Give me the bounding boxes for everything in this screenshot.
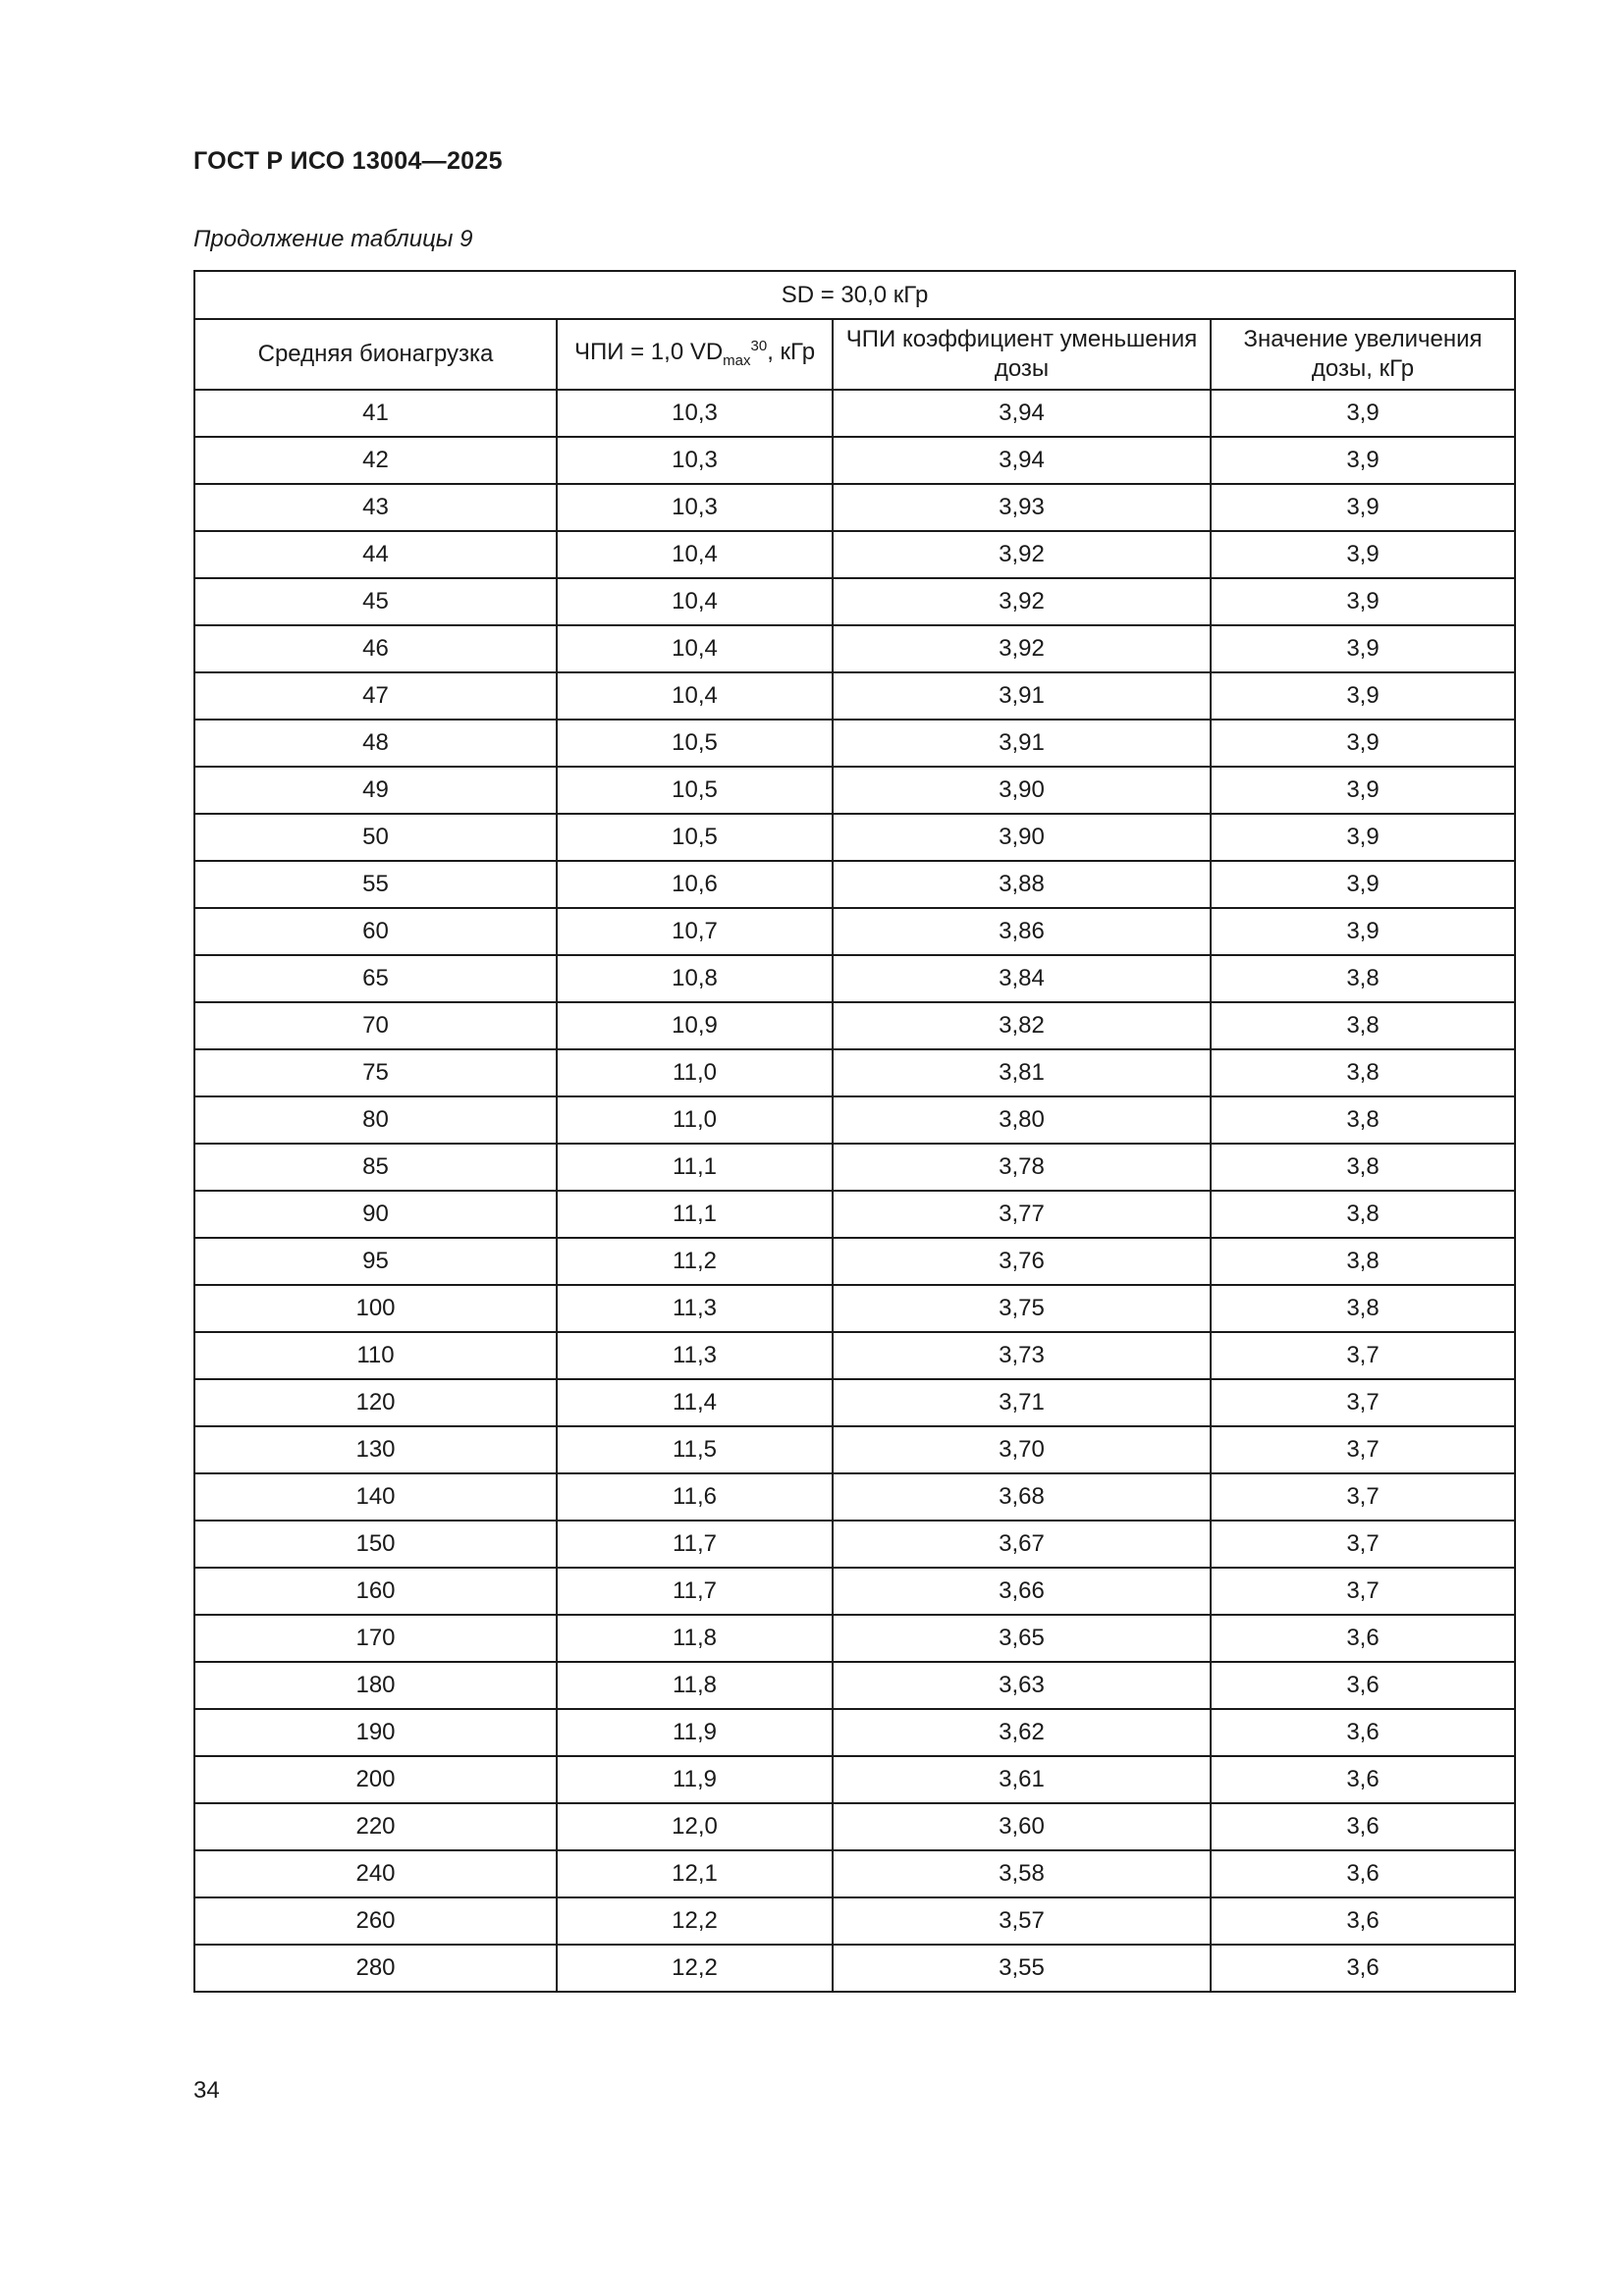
cell-bioburden: 140: [194, 1473, 557, 1521]
cell-bioburden: 130: [194, 1426, 557, 1473]
table-row: [194, 1191, 1515, 1238]
table-row: [194, 861, 1515, 908]
cell-dose-increment: 3,6: [1211, 1709, 1515, 1756]
cell-vdmax-dose: 11,1: [557, 1191, 833, 1238]
cell-vdmax-dose: 10,5: [557, 814, 833, 861]
cell-vdmax-dose: 11,0: [557, 1096, 833, 1144]
cell-reduction-factor: 3,82: [833, 1002, 1211, 1049]
table-row: [194, 1332, 1515, 1379]
table-row: [194, 1238, 1515, 1285]
cell-reduction-factor: 3,76: [833, 1238, 1211, 1285]
cell-bioburden: 280: [194, 1945, 557, 1992]
cell-vdmax-dose: 10,3: [557, 484, 833, 531]
cell-vdmax-dose: 11,8: [557, 1615, 833, 1662]
cell-reduction-factor: 3,91: [833, 672, 1211, 720]
cell-dose-increment: 3,8: [1211, 1285, 1515, 1332]
cell-reduction-factor: 3,86: [833, 908, 1211, 955]
col-header-vdmax-sup: 30: [750, 338, 768, 355]
cell-bioburden: 95: [194, 1238, 557, 1285]
document-header: ГОСТ Р ИСО 13004—2025: [193, 147, 503, 175]
table-row: [194, 955, 1515, 1002]
table-row: [194, 1897, 1515, 1945]
col-header-vdmax: [557, 319, 833, 390]
col-header-vdmax-sub: max: [723, 352, 751, 370]
table-row: [194, 484, 1515, 531]
cell-vdmax-dose: 10,9: [557, 1002, 833, 1049]
col-header-vdmax-prefix: ЧПИ = 1,0 VD: [573, 339, 724, 366]
cell-bioburden: 49: [194, 767, 557, 814]
cell-reduction-factor: 3,80: [833, 1096, 1211, 1144]
table-row: [194, 625, 1515, 672]
sd-header: SD = 30,0 кГр: [194, 271, 1515, 319]
cell-reduction-factor: 3,93: [833, 484, 1211, 531]
table-row: [194, 672, 1515, 720]
cell-vdmax-dose: 11,9: [557, 1709, 833, 1756]
cell-reduction-factor: 3,78: [833, 1144, 1211, 1191]
cell-reduction-factor: 3,57: [833, 1897, 1211, 1945]
cell-bioburden: 220: [194, 1803, 557, 1850]
cell-vdmax-dose: 11,9: [557, 1756, 833, 1803]
cell-dose-increment: 3,9: [1211, 908, 1515, 955]
cell-vdmax-dose: 10,8: [557, 955, 833, 1002]
cell-dose-increment: 3,9: [1211, 437, 1515, 484]
cell-dose-increment: 3,8: [1211, 1191, 1515, 1238]
cell-vdmax-dose: 10,4: [557, 531, 833, 578]
cell-dose-increment: 3,8: [1211, 1144, 1515, 1191]
cell-reduction-factor: 3,92: [833, 578, 1211, 625]
cell-bioburden: 60: [194, 908, 557, 955]
cell-vdmax-dose: 10,6: [557, 861, 833, 908]
table-row: [194, 1473, 1515, 1521]
cell-dose-increment: 3,8: [1211, 1096, 1515, 1144]
cell-vdmax-dose: 11,1: [557, 1144, 833, 1191]
data-table: [193, 270, 1516, 1993]
cell-bioburden: 50: [194, 814, 557, 861]
cell-bioburden: 42: [194, 437, 557, 484]
cell-vdmax-dose: 11,5: [557, 1426, 833, 1473]
table-row: [194, 1709, 1515, 1756]
cell-vdmax-dose: 11,7: [557, 1521, 833, 1568]
cell-bioburden: 46: [194, 625, 557, 672]
cell-vdmax-dose: 10,5: [557, 767, 833, 814]
table-row: [194, 1615, 1515, 1662]
cell-reduction-factor: 3,67: [833, 1521, 1211, 1568]
table-row: [194, 578, 1515, 625]
cell-reduction-factor: 3,71: [833, 1379, 1211, 1426]
cell-dose-increment: 3,6: [1211, 1662, 1515, 1709]
cell-dose-increment: 3,9: [1211, 625, 1515, 672]
cell-dose-increment: 3,9: [1211, 720, 1515, 767]
cell-vdmax-dose: 10,5: [557, 720, 833, 767]
table-row: [194, 1803, 1515, 1850]
cell-vdmax-dose: 12,0: [557, 1803, 833, 1850]
cell-reduction-factor: 3,94: [833, 390, 1211, 437]
cell-reduction-factor: 3,84: [833, 955, 1211, 1002]
table-row: [194, 1521, 1515, 1568]
cell-vdmax-dose: 12,2: [557, 1945, 833, 1992]
table-row: [194, 1285, 1515, 1332]
cell-reduction-factor: 3,58: [833, 1850, 1211, 1897]
cell-dose-increment: 3,9: [1211, 814, 1515, 861]
cell-bioburden: 75: [194, 1049, 557, 1096]
cell-bioburden: 190: [194, 1709, 557, 1756]
cell-dose-increment: 3,7: [1211, 1568, 1515, 1615]
table-row: [194, 1662, 1515, 1709]
table-row: [194, 437, 1515, 484]
cell-reduction-factor: 3,90: [833, 767, 1211, 814]
cell-reduction-factor: 3,81: [833, 1049, 1211, 1096]
table-row: [194, 1850, 1515, 1897]
cell-bioburden: 120: [194, 1379, 557, 1426]
cell-dose-increment: 3,8: [1211, 1002, 1515, 1049]
cell-bioburden: 65: [194, 955, 557, 1002]
table-row: [194, 1096, 1515, 1144]
cell-vdmax-dose: 12,2: [557, 1897, 833, 1945]
cell-reduction-factor: 3,68: [833, 1473, 1211, 1521]
table-body: [194, 390, 1515, 1992]
table-row: [194, 1426, 1515, 1473]
cell-bioburden: 110: [194, 1332, 557, 1379]
cell-dose-increment: 3,8: [1211, 955, 1515, 1002]
table-row: [194, 1945, 1515, 1992]
cell-bioburden: 43: [194, 484, 557, 531]
cell-reduction-factor: 3,62: [833, 1709, 1211, 1756]
cell-bioburden: 160: [194, 1568, 557, 1615]
cell-bioburden: 80: [194, 1096, 557, 1144]
cell-vdmax-dose: 12,1: [557, 1850, 833, 1897]
table-row: [194, 1049, 1515, 1096]
table-row: [194, 1756, 1515, 1803]
cell-dose-increment: 3,9: [1211, 390, 1515, 437]
cell-bioburden: 70: [194, 1002, 557, 1049]
cell-dose-increment: 3,6: [1211, 1897, 1515, 1945]
cell-bioburden: 55: [194, 861, 557, 908]
cell-dose-increment: 3,9: [1211, 578, 1515, 625]
cell-bioburden: 180: [194, 1662, 557, 1709]
cell-dose-increment: 3,7: [1211, 1426, 1515, 1473]
cell-dose-increment: 3,7: [1211, 1332, 1515, 1379]
cell-bioburden: 48: [194, 720, 557, 767]
cell-bioburden: 41: [194, 390, 557, 437]
cell-bioburden: 240: [194, 1850, 557, 1897]
cell-dose-increment: 3,8: [1211, 1238, 1515, 1285]
table-row: [194, 390, 1515, 437]
table-row: [194, 767, 1515, 814]
cell-bioburden: 150: [194, 1521, 557, 1568]
cell-vdmax-dose: 11,4: [557, 1379, 833, 1426]
cell-reduction-factor: 3,77: [833, 1191, 1211, 1238]
cell-dose-increment: 3,7: [1211, 1473, 1515, 1521]
cell-dose-increment: 3,8: [1211, 1049, 1515, 1096]
cell-bioburden: 85: [194, 1144, 557, 1191]
cell-vdmax-dose: 10,4: [557, 672, 833, 720]
table-row: [194, 531, 1515, 578]
table-row: [194, 1568, 1515, 1615]
cell-vdmax-dose: 11,3: [557, 1332, 833, 1379]
cell-reduction-factor: 3,65: [833, 1615, 1211, 1662]
column-header-row: [194, 319, 1515, 390]
cell-reduction-factor: 3,60: [833, 1803, 1211, 1850]
col-header-reduction-factor: ЧПИ коэффициент уменьшения дозы: [833, 319, 1211, 390]
cell-dose-increment: 3,6: [1211, 1756, 1515, 1803]
col-header-bioburden: Средняя бионагрузка: [194, 319, 557, 390]
cell-vdmax-dose: 10,7: [557, 908, 833, 955]
cell-vdmax-dose: 10,3: [557, 437, 833, 484]
col-header-dose-increment: Значение увеличения дозы, кГр: [1211, 319, 1515, 390]
cell-bioburden: 90: [194, 1191, 557, 1238]
cell-dose-increment: 3,6: [1211, 1615, 1515, 1662]
cell-bioburden: 100: [194, 1285, 557, 1332]
cell-dose-increment: 3,6: [1211, 1803, 1515, 1850]
cell-reduction-factor: 3,73: [833, 1332, 1211, 1379]
cell-vdmax-dose: 11,8: [557, 1662, 833, 1709]
cell-reduction-factor: 3,63: [833, 1662, 1211, 1709]
cell-vdmax-dose: 11,0: [557, 1049, 833, 1096]
cell-dose-increment: 3,6: [1211, 1850, 1515, 1897]
cell-dose-increment: 3,9: [1211, 767, 1515, 814]
cell-reduction-factor: 3,91: [833, 720, 1211, 767]
col-header-vdmax-suffix: , кГр: [767, 339, 816, 366]
table-row: [194, 908, 1515, 955]
cell-vdmax-dose: 11,6: [557, 1473, 833, 1521]
table-row: [194, 1379, 1515, 1426]
cell-reduction-factor: 3,61: [833, 1756, 1211, 1803]
cell-dose-increment: 3,9: [1211, 531, 1515, 578]
cell-bioburden: 47: [194, 672, 557, 720]
cell-reduction-factor: 3,90: [833, 814, 1211, 861]
cell-dose-increment: 3,9: [1211, 672, 1515, 720]
table-row: [194, 814, 1515, 861]
cell-reduction-factor: 3,92: [833, 531, 1211, 578]
cell-dose-increment: 3,7: [1211, 1521, 1515, 1568]
table-row: [194, 1002, 1515, 1049]
table-row: [194, 1144, 1515, 1191]
cell-vdmax-dose: 10,4: [557, 578, 833, 625]
cell-reduction-factor: 3,88: [833, 861, 1211, 908]
cell-bioburden: 200: [194, 1756, 557, 1803]
cell-dose-increment: 3,7: [1211, 1379, 1515, 1426]
cell-bioburden: 45: [194, 578, 557, 625]
cell-dose-increment: 3,6: [1211, 1945, 1515, 1992]
cell-reduction-factor: 3,70: [833, 1426, 1211, 1473]
table-row: [194, 720, 1515, 767]
group-header-row: [194, 271, 1515, 319]
cell-dose-increment: 3,9: [1211, 861, 1515, 908]
cell-reduction-factor: 3,92: [833, 625, 1211, 672]
cell-vdmax-dose: 11,3: [557, 1285, 833, 1332]
cell-vdmax-dose: 10,3: [557, 390, 833, 437]
cell-bioburden: 170: [194, 1615, 557, 1662]
page-number: 34: [193, 2077, 220, 2104]
cell-reduction-factor: 3,75: [833, 1285, 1211, 1332]
cell-vdmax-dose: 10,4: [557, 625, 833, 672]
cell-vdmax-dose: 11,2: [557, 1238, 833, 1285]
cell-reduction-factor: 3,94: [833, 437, 1211, 484]
cell-dose-increment: 3,9: [1211, 484, 1515, 531]
cell-bioburden: 260: [194, 1897, 557, 1945]
cell-vdmax-dose: 11,7: [557, 1568, 833, 1615]
cell-bioburden: 44: [194, 531, 557, 578]
cell-reduction-factor: 3,66: [833, 1568, 1211, 1615]
table-caption: Продолжение таблицы 9: [193, 226, 473, 252]
cell-reduction-factor: 3,55: [833, 1945, 1211, 1992]
